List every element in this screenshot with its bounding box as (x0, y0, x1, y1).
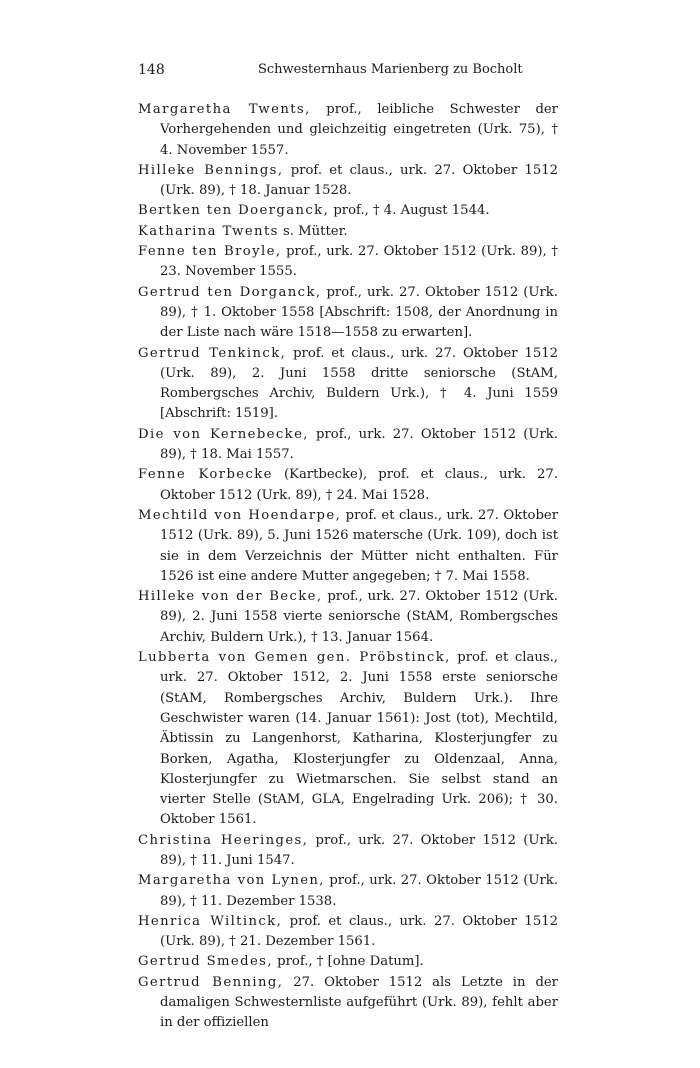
list-item (138, 648, 558, 831)
list-item (138, 506, 558, 587)
entry-text: prof., urk. 27. Oktober 1512 (Urk. 89), † 23. November 1555. (160, 244, 558, 280)
running-title: Schwesternhaus Marienberg zu Bocholt (258, 62, 523, 77)
entry-text: (Kartbecke), prof. et claus., urk. 27. Oktober 1512 (Urk. 89), † 24. Mai 1528. (160, 467, 558, 503)
entry-name: Gertrud Smedes, (138, 954, 273, 970)
entry-name: Henrica Wiltinck, (138, 913, 283, 929)
entry-name: Die von Kernebecke, (138, 426, 309, 442)
entry-text: s. Mütter. (278, 223, 348, 239)
entry-text: prof., urk. 27. Oktober 1512 (Urk. 89), † 1. Oktober 1558 [Abschrift: 1508, der Anordnung in der Liste nach wäre 1518—1558 zu erwarten]. (160, 284, 558, 341)
entry-text: prof., † 4. August 1544. (329, 203, 490, 219)
entry-text: 27. Oktober 1512 als Letzte in der damaligen Schwesternliste aufgeführt (Urk. 89), fehlt aber in der offiziellen (160, 974, 558, 1031)
entry-text: prof. et claus., urk. 27. Oktober 1512, 2. Juni 1558 erste seniorsche (StAM, Rombergsches Archiv, Buldern Urk.). Ihre Geschwister waren (14. Januar 1561): Jost (tot), Mechtild, Äbtissin zu Langenhorst, Katharina, Klosterjungfer zu Borken, Agatha, Klosterjungfer zu Oldenzaal, Anna, Klosterjungfer zu Wietmarschen. Sie selbst stand an vierter Stelle (StAM, GLA, Engelrading Urk. 206); † 30. Oktober 1561. (160, 650, 558, 828)
list-item (138, 161, 558, 202)
list-item (138, 831, 558, 872)
list-item (138, 973, 558, 1034)
entry-text: prof., leibliche Schwester der Vorhergehenden und gleichzeitig eingetreten (Urk. 75), † 4. November 1557. (160, 102, 558, 158)
list-item (138, 222, 558, 242)
list-item (138, 344, 558, 425)
entry-name: Gertrud Benning, (138, 974, 284, 990)
entry-name: Christina Heeringes, (138, 832, 309, 848)
entry-name: Gertrud Tenkinck, (138, 345, 287, 361)
entry-text: prof., urk. 27. Oktober 1512 (Urk. 89), 2. Juni 1558 vierte seniorsche (StAM, Rombergsches Archiv, Buldern Urk.), † 13. Januar 1564. (160, 589, 559, 645)
entry-name: Lubberta von Gemen gen. Pröbstinck, (138, 650, 451, 666)
entry-name: Fenne ten Broyle, (138, 244, 282, 260)
entry-list (138, 100, 558, 1034)
list-item (138, 242, 558, 283)
entry-name: Margaretha von Lynen, (138, 873, 325, 889)
list-item (138, 587, 558, 648)
entry-text: prof. et claus., urk. 27. Oktober 1512 (Urk. 89), 2. Juni 1558 dritte seniorsche (StAM, Rombergsches Archiv, Buldern Urk.), † 4. Juni 1559 [Abschrift: 1519]. (160, 345, 559, 422)
list-item (138, 871, 558, 912)
entry-name: Hilleke Bennings, (138, 162, 284, 178)
page-number: 148 (138, 62, 165, 78)
list-item (138, 100, 558, 161)
list-item (138, 425, 558, 466)
entry-text: prof. et claus., urk. 27. Oktober 1512 (Urk. 89), † 18. Januar 1528. (160, 162, 559, 199)
page-header (138, 62, 558, 82)
entry-text: prof. et claus., urk. 27. Oktober 1512 (Urk. 89), 5. Juni 1526 matersche (Urk. 109), doch ist sie in dem Verzeichnis der Mütter nicht enthalten. Für 1526 ist eine andere Mutter angegeben; † 7. Mai 1558. (160, 507, 558, 584)
entry-text: prof. et claus., urk. 27. Oktober 1512 (Urk. 89), † 21. Dezember 1561. (160, 913, 558, 950)
entry-text: prof., urk. 27. Oktober 1512 (Urk. 89), † 11. Juni 1547. (160, 832, 558, 868)
entry-name: Margaretha Twents, (138, 102, 311, 117)
entry-name: Mechtild von Hoendarpe, (138, 507, 342, 523)
list-item (138, 952, 558, 972)
entry-name: Bertken ten Doerganck, (138, 203, 330, 219)
entry-name: Fenne Korbecke (138, 467, 273, 483)
list-item (138, 283, 558, 344)
entry-name: Gertrud ten Dorganck, (138, 284, 322, 300)
list-item (138, 912, 558, 953)
entry-text: prof., urk. 27. Oktober 1512 (Urk. 89), † 11. Dezember 1538. (160, 873, 558, 909)
list-item (138, 201, 558, 221)
entry-text: prof., urk. 27. Oktober 1512 (Urk. 89), † 18. Mai 1557. (160, 426, 558, 463)
list-item (138, 465, 558, 506)
entry-text: prof., † [ohne Datum]. (272, 954, 424, 970)
entry-name: Katharina Twents (138, 223, 279, 239)
entry-name: Hilleke von der Becke, (138, 589, 323, 605)
